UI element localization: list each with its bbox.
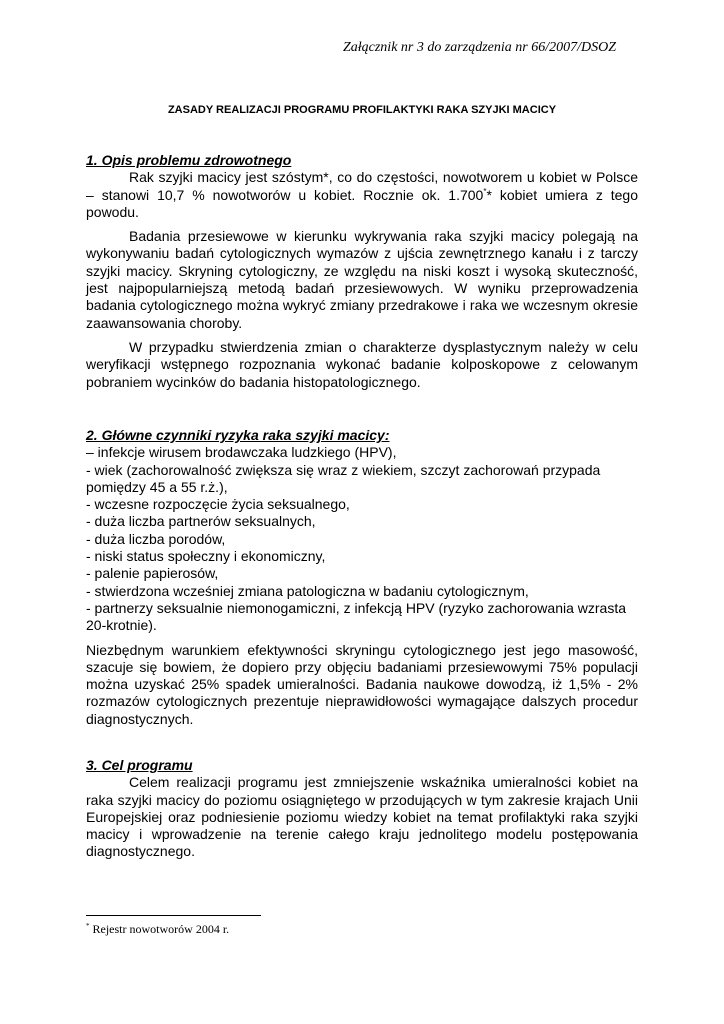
list-item: - wczesne rozpoczęcie życia seksualnego, (86, 496, 350, 513)
section-risk-factors (86, 427, 638, 728)
list-item: - niski status społeczny i ekonomiczny, (86, 548, 326, 565)
paragraph-text: Rak szyjki macicy jest szóstym*, co do częstości, nowotworem u kobiet w Polsce – stanowi 10,7 % nowotworów u kobiet. Rocznie ok. 1.700 (86, 169, 638, 203)
section-heading: 3. Cel programu (86, 757, 193, 773)
section-program-goal (86, 757, 638, 861)
paragraph: Niezbędnym warunkiem efektywności skryningu cytologicznego jest jego masowość, szacuje się bowiem, że dopiero przy objęciu badaniami przesiewowymi 75% populacji można uzyskać 25% spadek umieralności. Badania naukowe dowodzą, iż 1,5% - 2% rozmazów cytologicznych prezentuje nieprawidłowości wymagające dalszych procedur diagnostycznych. (86, 641, 638, 727)
paragraph-text: * kobiet umiera z tego powodu. (86, 186, 638, 220)
list-item: - duża liczba porodów, (86, 530, 226, 547)
list-item: - palenie papierosów, (86, 565, 219, 582)
paragraph: Celem realizacji programu jest zmniejszenie wskaźnika umieralności kobiet na raka szyjki macicy do poziomu osiągniętego w przodujących w tym zakresie krajach Unii Europejskiej oraz podniesienie poziomu wiedzy kobiet na temat profilaktyki raka szyjki macicy i wprowadzenie na terenie całego kraju jednolitego modelu postępowania diagnostycznego. (86, 774, 638, 860)
footnote-marker: * (86, 922, 90, 930)
list-item: - duża liczba partnerów seksualnych, (86, 513, 316, 530)
list-item: - partnerzy seksualnie niemonogamiczni, z infekcją HPV (ryzyko zachorowania wzrasta 20-krotnie). (86, 599, 626, 634)
document-title: ZASADY REALIZACJI PROGRAMU PROFILAKTYKI RAKA SZYJKI MACICY (167, 104, 557, 116)
list-item: - stwierdzona wcześniej zmiana patologiczna w badaniu cytologicznym, (86, 582, 529, 599)
risk-factor-list (86, 444, 638, 634)
section-heading: 2. Główne czynniki ryzyka raka szyjki macicy: (86, 427, 390, 443)
section-problem-description (86, 152, 638, 391)
footnote-divider (86, 915, 261, 916)
footnote-text: Rejestr nowotworów 2004 r. (89, 922, 230, 936)
footnote-reference: * (483, 186, 487, 196)
list-item: – infekcje wirusem brodawczaka ludzkiego (HPV), (86, 444, 397, 461)
section-heading: 1. Opis problemu zdrowotnego (86, 152, 292, 168)
paragraph: Badania przesiewowe w kierunku wykrywania raka szyjki macicy polegają na wykonywaniu badań cytologicznych wymazów z ujścia zewnętrznego kanału i z tarczy szyjki macicy. Skryning cytologiczny, ze względu na niski koszt i wysoką skuteczność, jest najpopularniejszą metodą badań przesiewowych. W wyniku przeprowadzenia badania cytologicznego można wykryć zmiany przedrakowe i raka we wczesnym okresie zaawansowania choroby. (86, 228, 638, 331)
paragraph (86, 169, 638, 221)
paragraph: W przypadku stwierdzenia zmian o charakterze dysplastycznym należy w celu weryfikacji wstępnego rozpoznania wykonać badanie kolposkopowe z celowanym pobraniem wycinków do badania histopatologicznego. (86, 338, 638, 390)
footnote (86, 922, 229, 937)
list-item: - wiek (zachorowalność zwiększa się wraz z wiekiem, szczyt zachorowań przypada pomiędzy 45 a 55 r.ż.), (86, 461, 601, 495)
annex-reference: Załącznik nr 3 do zarządzenia nr 66/2007/DSOZ (342, 40, 616, 55)
